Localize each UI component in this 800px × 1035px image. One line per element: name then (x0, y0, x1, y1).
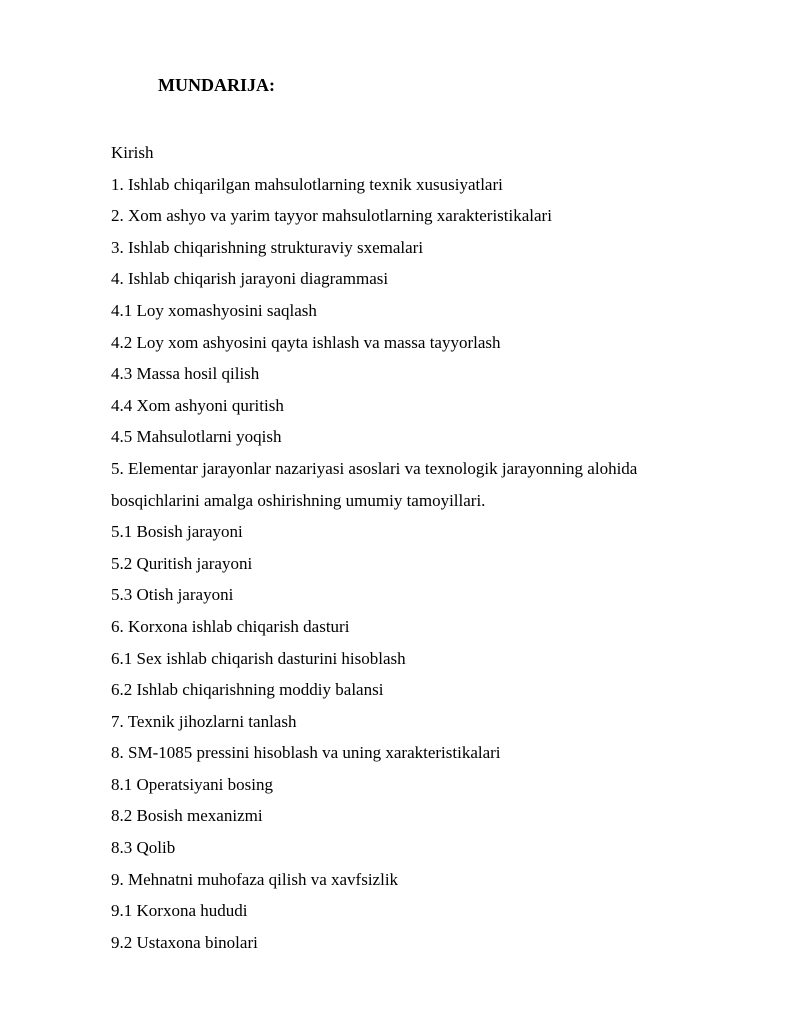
toc-entry: 5.2 Quritish jarayoni (111, 553, 253, 573)
toc-entry: 1. Ishlab chiqarilgan mahsulotlarning texnik xususiyatlari (111, 174, 503, 194)
toc-entry: bosqichlarini amalga oshirishning umumiy tamoyillari. (111, 490, 486, 510)
toc-entry: 9. Mehnatni muhofaza qilish va xavfsizlik (111, 869, 399, 889)
toc-entry: 9.2 Ustaxona binolari (111, 932, 258, 952)
toc-entry: 5.1 Bosish jarayoni (111, 522, 243, 542)
toc-entry: 4.4 Xom ashyoni quritish (111, 395, 284, 415)
table-of-contents (111, 137, 751, 958)
toc-entry: 8.3 Qolib (111, 838, 176, 858)
toc-entry: 4.2 Loy xom ashyosini qayta ishlash va massa tayyorlash (111, 332, 501, 352)
toc-entry: 4.5 Mahsulotlarni yoqish (111, 427, 282, 447)
toc-entry: 7. Texnik jihozlarni tanlash (111, 711, 297, 731)
toc-entry: 8.2 Bosish mexanizmi (111, 806, 263, 826)
toc-entry: 6.1 Sex ishlab chiqarish dasturini hisoblash (111, 648, 406, 668)
toc-entry: 8.1 Operatsiyani bosing (111, 774, 273, 794)
toc-entry: 5. Elementar jarayonlar nazariyasi asoslari va texnologik jarayonning alohida (111, 458, 638, 478)
toc-entry: 4. Ishlab chiqarish jarayoni diagrammasi (111, 269, 389, 289)
toc-entry: 2. Xom ashyo va yarim tayyor mahsulotlarning xarakteristikalari (111, 206, 552, 226)
toc-entry: 9.1 Korxona hududi (111, 901, 248, 921)
toc-entry: Kirish (111, 143, 154, 162)
toc-entry: 4.3 Massa hosil qilish (111, 364, 260, 384)
toc-entry: 6. Korxona ishlab chiqarish dasturi (111, 616, 350, 636)
toc-entry: 8. SM-1085 pressini hisoblash va uning xarakteristikalari (111, 743, 501, 763)
toc-entry: 4.1 Loy xomashyosini saqlash (111, 300, 317, 320)
toc-entry: 5.3 Otish jarayoni (111, 585, 234, 605)
toc-entry: 3. Ishlab chiqarishning strukturaviy sxemalari (111, 237, 424, 257)
page-title: MUNDARIJA: (158, 75, 275, 95)
toc-entry: 6.2 Ishlab chiqarishning moddiy balansi (111, 680, 384, 700)
